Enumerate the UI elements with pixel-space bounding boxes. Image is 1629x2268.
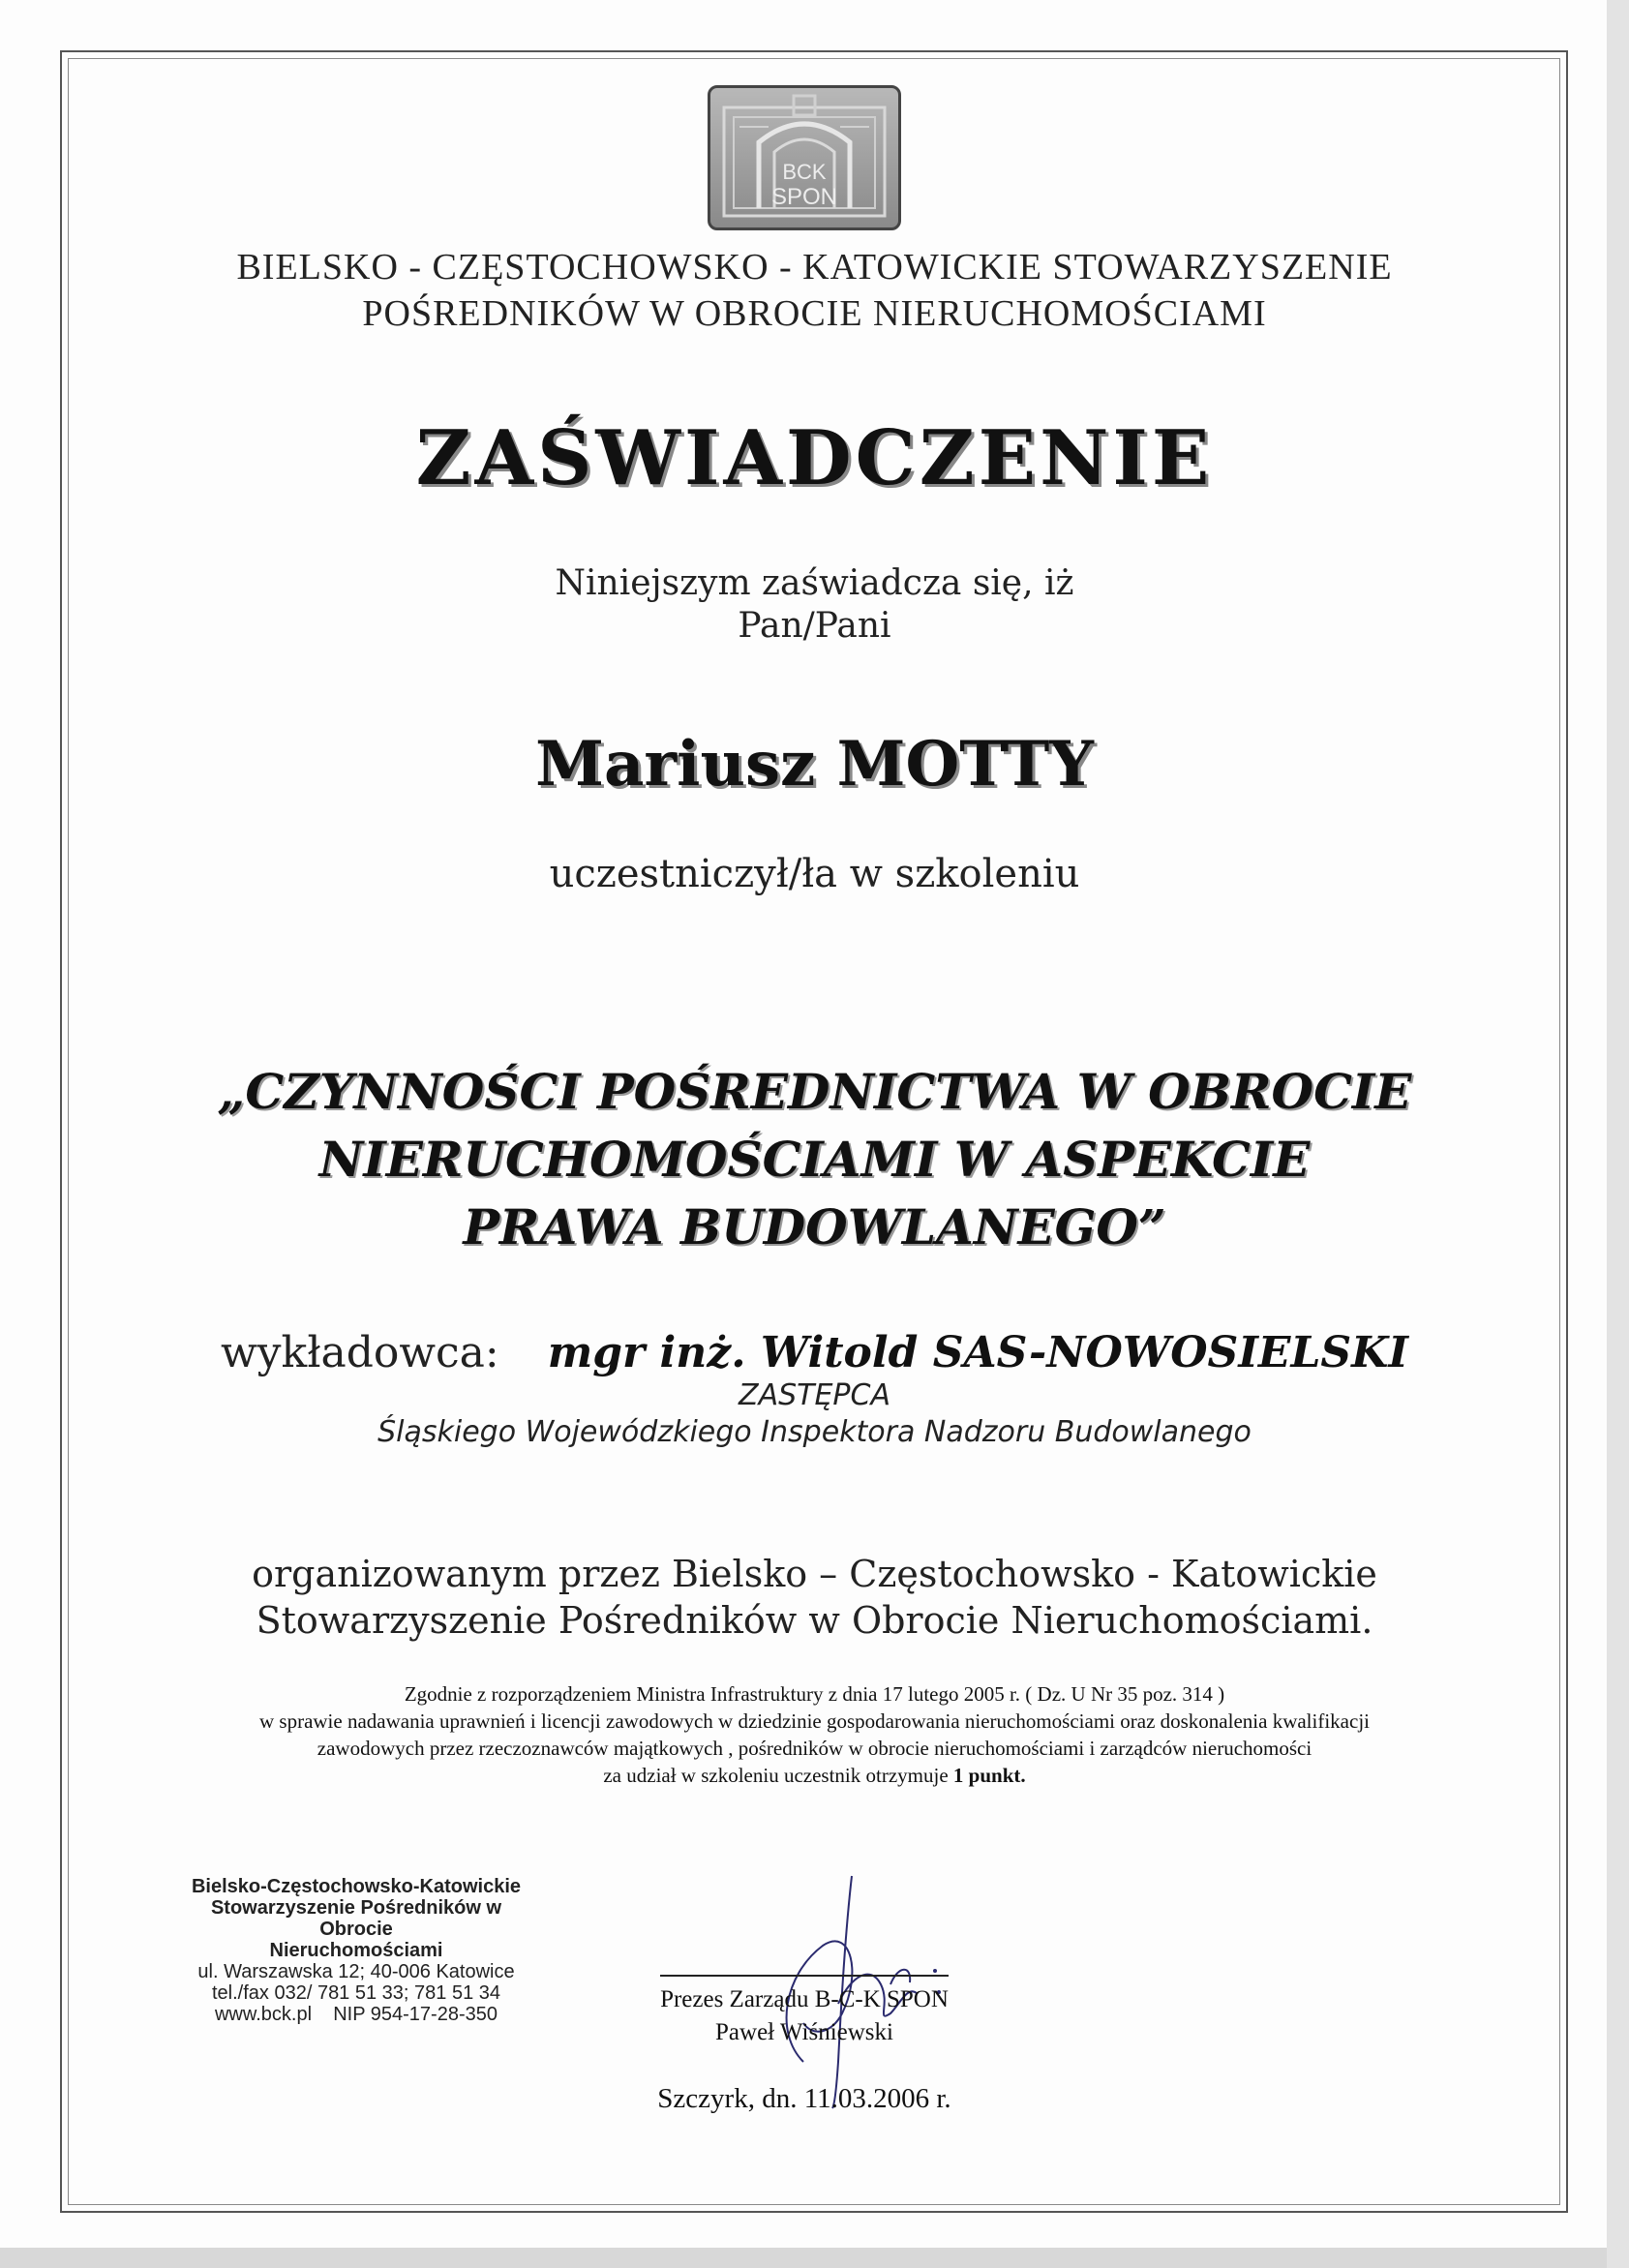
legal-basis-line-2: w sprawie nadawania uprawnień i licencji zawodowych w dziedzinie gospodarowania nieruchomościami oraz doskonalenia kwalifikacji: [258, 1709, 1370, 1733]
intro-line-1: Niniejszym zaświadcza się, iż: [555, 563, 1074, 603]
signatory-name: Paweł Wiśniewski: [715, 2019, 893, 2045]
stamp-line-2: Stowarzyszenie Pośredników w Obrocie: [210, 1897, 502, 1940]
legal-basis-line-1: Zgodnie z rozporządzeniem Ministra Infrastruktury z dnia 17 lutego 2005 r. ( Dz. U Nr 35 poz. 314 ): [404, 1682, 1225, 1706]
scan-right-edge: [1607, 0, 1629, 2268]
association-stamp: [172, 1876, 540, 2025]
legal-basis-line-4: [0, 1764, 1629, 1788]
logo-text-bck: BCK: [782, 160, 827, 184]
organizer-line-2: Stowarzyszenie Pośredników w Obrocie Nieruchomościami.: [256, 1599, 1373, 1642]
recipient-name: Mariusz MOTTY: [535, 728, 1094, 801]
building-logo-icon: [710, 88, 898, 227]
lecturer-office: Śląskiego Wojewódzkiego Inspektora Nadzoru Budowlanego: [377, 1415, 1252, 1449]
logo-text-spon: SPON: [770, 184, 838, 210]
bck-spon-logo: [708, 85, 901, 230]
stamp-line-1: Bielsko-Częstochowsko-Katowickie: [191, 1876, 522, 1897]
association-name-line-1: BIELSKO - CZĘSTOCHOWSKO - KATOWICKIE STOWARZYSZENIE: [236, 247, 1393, 287]
organizer-line-1: organizowanym przez Bielsko – Częstochowsko - Katowickie: [252, 1553, 1377, 1595]
stamp-address: ul. Warszawska 12; 40-006 Katowice: [197, 1961, 515, 1982]
lecturer-name: mgr inż. Witold SAS-NOWOSIELSKI: [547, 1328, 1408, 1377]
course-title-line-2: NIERUCHOMOŚCIAMI W ASPEKCIE: [318, 1131, 1311, 1188]
signature-line: [660, 1975, 949, 1977]
place-and-date: Szczyrk, dn. 11.03.2006 r.: [657, 2083, 951, 2114]
lecturer-role: ZASTĘPCA: [739, 1378, 890, 1412]
document-title: ZAŚWIADCZENIE: [415, 414, 1214, 502]
stamp-phone: tel./fax 032/ 781 51 33; 781 51 34: [211, 1982, 501, 2004]
scan-bottom-edge: [0, 2248, 1629, 2268]
participation-text: uczestniczył/ła w szkoleniu: [549, 852, 1080, 896]
intro-line-2: Pan/Pani: [738, 606, 891, 646]
lecturer-row: [0, 1328, 1629, 1377]
course-title-line-1: „CZYNNOŚCI POŚREDNICTWA W OBROCIE: [217, 1063, 1412, 1120]
signatory-position: Prezes Zarządu B-C-K SPON: [660, 1986, 949, 2012]
stamp-line-3: Nieruchomościami: [269, 1940, 443, 1961]
legal-basis-line-3: zawodowych przez rzeczoznawców majątkowych , pośredników w obrocie nieruchomościami i zarządców nieruchomości: [317, 1737, 1312, 1760]
points-text: za udział w szkoleniu uczestnik otrzymuje: [603, 1764, 953, 1787]
stamp-web-nip: www.bck.pl NIP 954-17-28-350: [214, 2004, 498, 2025]
course-title-line-3: PRAWA BUDOWLANEGO”: [463, 1198, 1166, 1255]
points-value: 1 punkt.: [952, 1764, 1026, 1787]
lecturer-label: wykładowca:: [221, 1328, 499, 1377]
association-name-line-2: POŚREDNIKÓW W OBROCIE NIERUCHOMOŚCIAMI: [362, 293, 1267, 334]
